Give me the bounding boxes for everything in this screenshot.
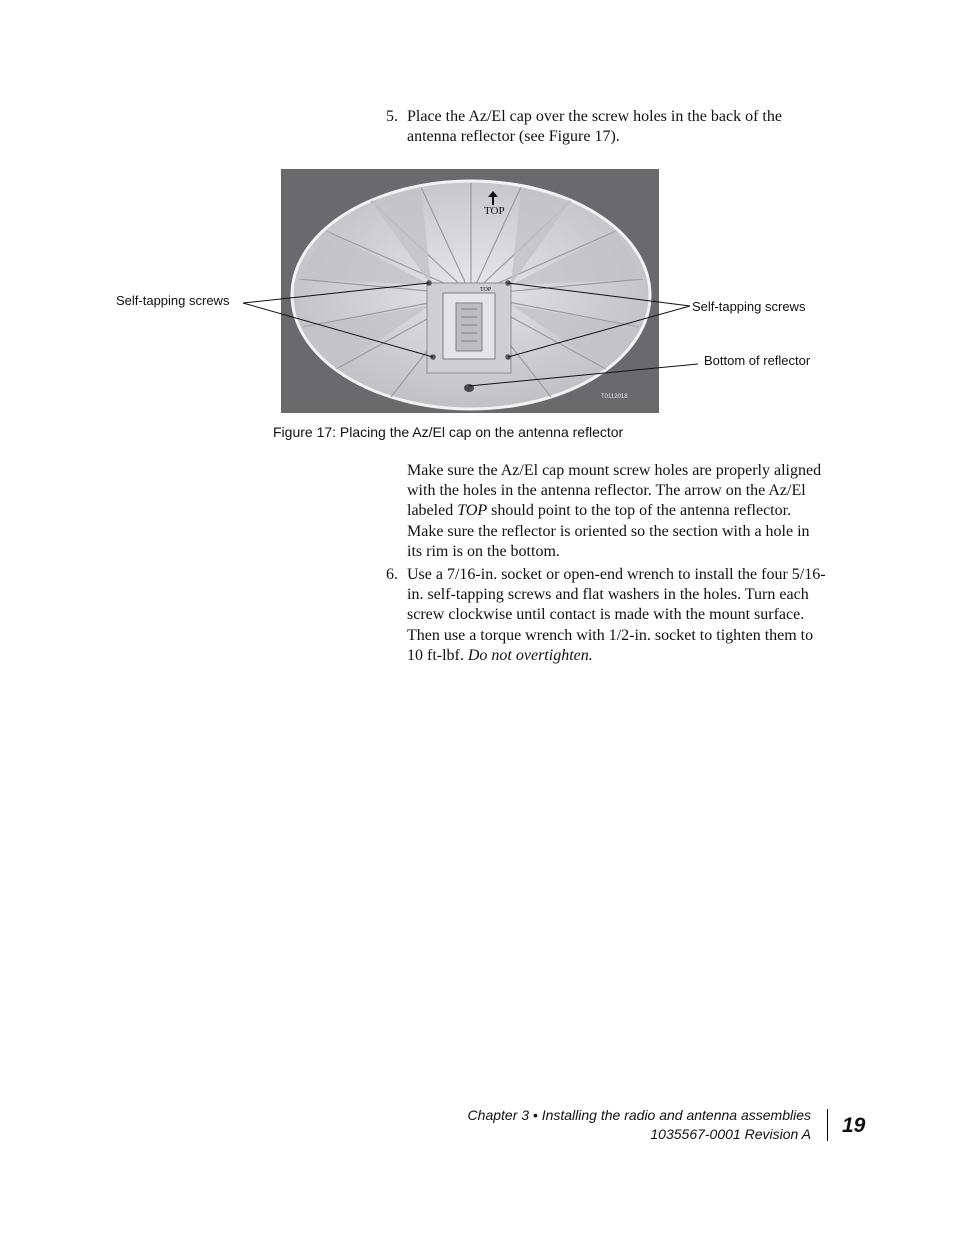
paragraph-emphasis-top: TOP bbox=[457, 502, 488, 520]
step-6-body: Use a 7/16-in. socket or open-end wrench to install the four 5/16-in. self-tapping screws and flat washers in the holes. Turn each screw clockwise until contact is made with the mount surface. Then use a torque wrench with 1/2-in. socket to tighten them to 10 ft-lbf. bbox=[407, 566, 826, 664]
antenna-reflector-figure bbox=[281, 169, 659, 413]
callout-bottom-reflector: Bottom of reflector bbox=[704, 353, 811, 368]
alignment-paragraph bbox=[407, 461, 827, 562]
footer-divider bbox=[827, 1109, 828, 1141]
step-6 bbox=[386, 565, 826, 666]
figure-caption: Figure 17: Placing the Az/El cap on the antenna reflector bbox=[273, 424, 624, 440]
step-5-number: 5. bbox=[386, 108, 398, 125]
top-label: TOP bbox=[484, 205, 505, 217]
paragraph-text-before: Make sure the Az/El cap mount screw holes are properly aligned with the holes in the antenna reflector. The arrow on the Az/El labeled bbox=[407, 462, 822, 520]
footer-doc-revision: 1035567-0001 Revision A bbox=[650, 1126, 811, 1142]
cap-bracket bbox=[456, 303, 482, 351]
callout-left-screws: Self-tapping screws bbox=[116, 293, 230, 308]
cap-top-label: TOP bbox=[480, 287, 492, 293]
step-6-warning: Do not overtighten. bbox=[467, 646, 593, 664]
paragraph-text-after: should point to the top of the antenna reflector. Make sure the reflector is oriented so the section with a hole in its rim is on the bottom. bbox=[407, 502, 810, 560]
step-6-text bbox=[407, 565, 826, 666]
rim-hole bbox=[464, 384, 474, 392]
step-5-text: Place the Az/El cap over the screw holes in the back of the antenna reflector (see Figure 17). bbox=[407, 108, 782, 146]
step-5 bbox=[386, 107, 826, 147]
step-6-number: 6. bbox=[386, 566, 398, 583]
footer-chapter: Chapter 3 • Installing the radio and antenna assemblies bbox=[467, 1107, 811, 1123]
page-number: 19 bbox=[842, 1114, 866, 1137]
image-id: T0112018 bbox=[601, 394, 628, 400]
callout-right-screws: Self-tapping screws bbox=[692, 299, 806, 314]
reflector-illustration bbox=[281, 169, 659, 413]
